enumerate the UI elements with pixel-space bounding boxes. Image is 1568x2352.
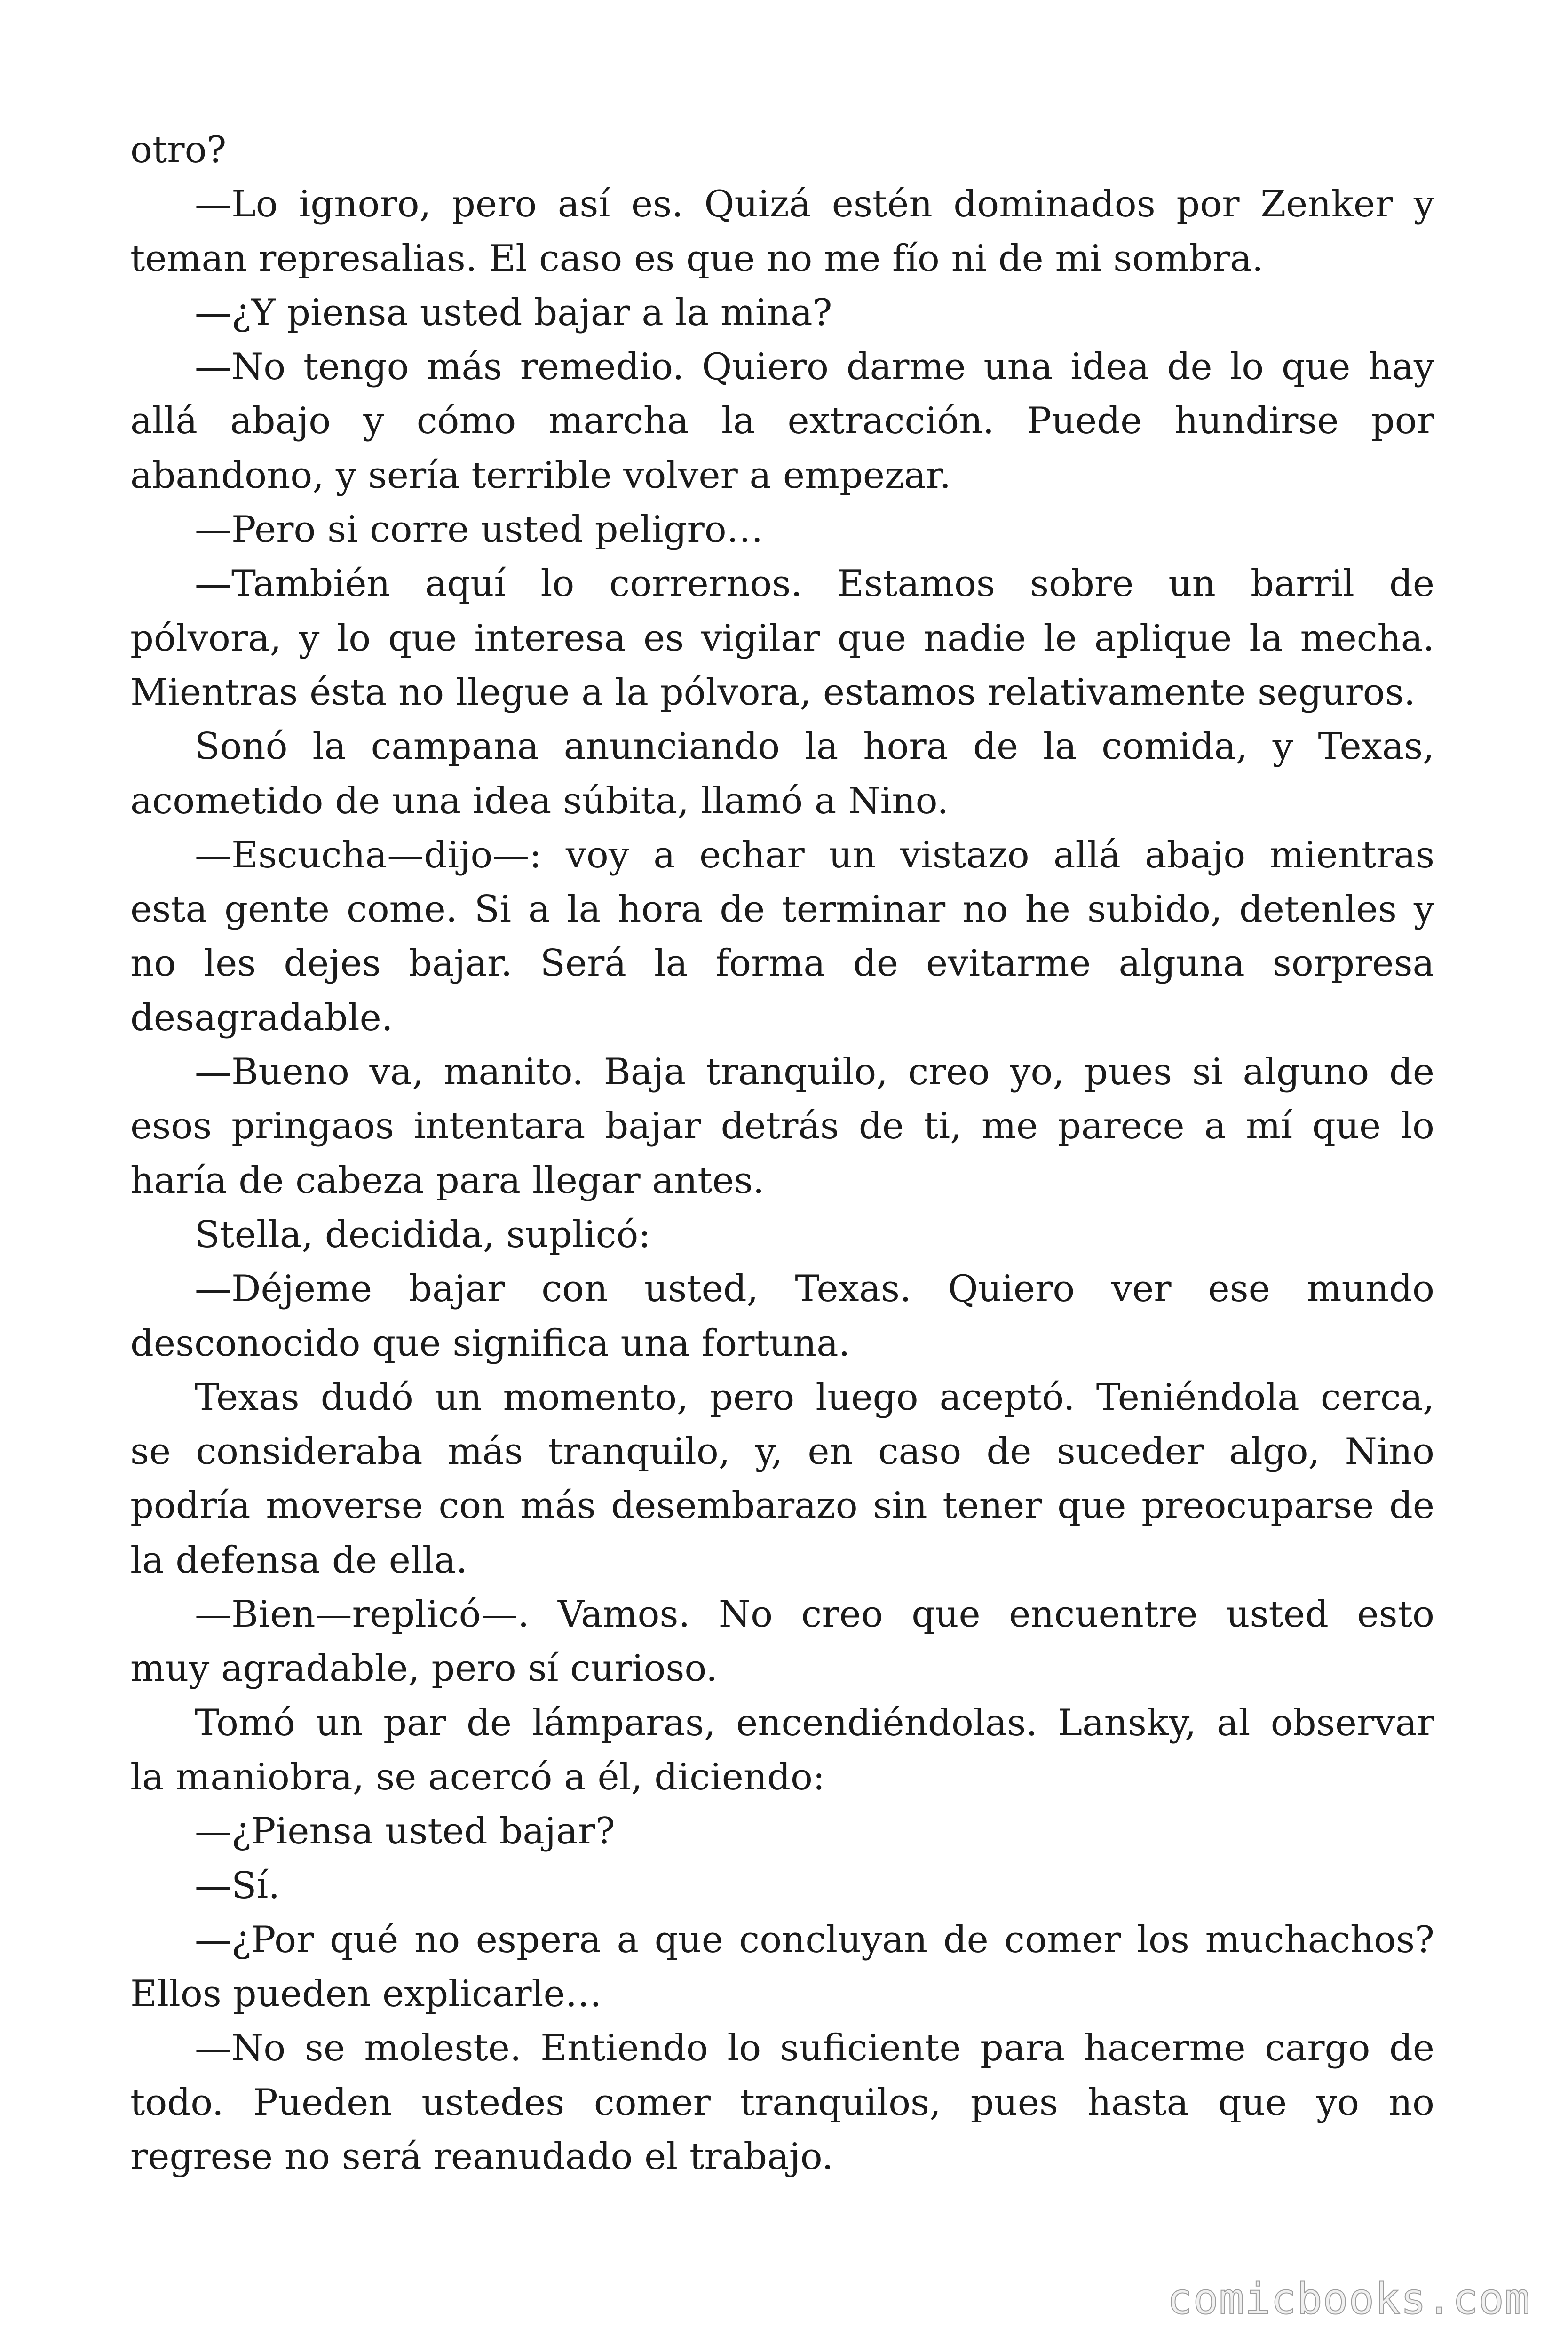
paragraph <box>130 1371 1434 1588</box>
text-line: —¿Por qué no espera a que concluyan de comer los muchachos? <box>195 1918 1434 1961</box>
text-line: podría moverse con más desembarazo sin tener que preocuparse de <box>130 1485 1434 1527</box>
paragraph <box>130 286 1434 340</box>
paragraph <box>130 1696 1434 1805</box>
text-line: —Sí. <box>195 1864 280 1907</box>
paragraph <box>130 828 1434 1045</box>
text-line: haría de cabeza para llegar antes. <box>130 1159 765 1202</box>
text-line: no les dejes bajar. Será la forma de evitarme alguna sorpresa <box>130 942 1434 985</box>
text-line: Mientras ésta no llegue a la pólvora, estamos relativamente seguros. <box>130 671 1416 714</box>
text-line: —También aquí lo corrernos. Estamos sobre un barril de <box>195 563 1434 605</box>
watermark: comicbooks.com <box>1167 2274 1530 2324</box>
text-line: Tomó un par de lámparas, encendiéndolas. Lansky, al observar <box>195 1701 1434 1744</box>
text-line: Stella, decidida, suplicó: <box>195 1213 651 1256</box>
body-text <box>130 123 1434 2184</box>
text-line: allá abajo y cómo marcha la extracción. Puede hundirse por <box>130 400 1434 443</box>
paragraph <box>130 1588 1434 1696</box>
text-line: esta gente come. Si a la hora de terminar no he subido, detenles y <box>130 888 1434 931</box>
text-line: regrese no será reanudado el trabajo. <box>130 2135 834 2178</box>
paragraph <box>130 503 1434 557</box>
paragraph <box>130 1913 1434 2022</box>
text-line: acometido de una idea súbita, llamó a Nino. <box>130 779 949 822</box>
text-line: —No tengo más remedio. Quiero darme una idea de lo que hay <box>195 346 1434 389</box>
paragraph <box>130 1208 1434 1262</box>
text-line: se consideraba más tranquilo, y, en caso de suceder algo, Nino <box>130 1430 1434 1473</box>
text-line: —Déjeme bajar con usted, Texas. Quiero ver ese mundo <box>195 1268 1434 1311</box>
text-line: la maniobra, se acercó a él, diciendo: <box>130 1756 825 1798</box>
paragraph <box>130 177 1434 286</box>
paragraph <box>130 340 1434 503</box>
paragraph <box>130 123 1434 177</box>
paragraph <box>130 557 1434 720</box>
paragraph <box>130 1804 1434 1859</box>
text-line: —¿Piensa usted bajar? <box>195 1810 615 1853</box>
paragraph <box>130 1859 1434 1913</box>
text-line: esos pringaos intentara bajar detrás de ti, me parece a mí que lo <box>130 1105 1434 1148</box>
text-line: Sonó la campana anunciando la hora de la comida, y Texas, <box>195 725 1434 768</box>
paragraph <box>130 1045 1434 1208</box>
text-line: desagradable. <box>130 996 393 1039</box>
text-line: abandono, y sería terrible volver a empezar. <box>130 454 951 497</box>
paragraph <box>130 1262 1434 1371</box>
text-line: teman represalias. El caso es que no me fío ni de mi sombra. <box>130 237 1264 280</box>
text-line: —No se moleste. Entiendo lo suficiente para hacerme cargo de <box>195 2027 1434 2070</box>
text-line: pólvora, y lo que interesa es vigilar que nadie le aplique la mecha. <box>130 617 1434 660</box>
text-line: otro? <box>130 129 227 171</box>
text-line: desconocido que significa una fortuna. <box>130 1322 850 1365</box>
text-line: Ellos pueden explicarle… <box>130 1973 602 2016</box>
text-line: —Lo ignoro, pero así es. Quizá estén dominados por Zenker y <box>195 183 1434 226</box>
text-line: muy agradable, pero sí curioso. <box>130 1647 718 1690</box>
text-line: —Bien—replicó—. Vamos. No creo que encuentre usted esto <box>195 1593 1434 1636</box>
text-line: todo. Pueden ustedes comer tranquilos, pues hasta que yo no <box>130 2081 1434 2124</box>
text-line: —Escucha—dijo—: voy a echar un vistazo allá abajo mientras <box>195 834 1434 876</box>
paragraph <box>130 2021 1434 2184</box>
text-line: Texas dudó un momento, pero luego aceptó. Teniéndola cerca, <box>195 1376 1434 1419</box>
text-line: —Pero si corre usted peligro… <box>195 509 763 551</box>
paragraph <box>130 720 1434 828</box>
text-line: la defensa de ella. <box>130 1539 468 1581</box>
text-line: —Bueno va, manito. Baja tranquilo, creo yo, pues si alguno de <box>195 1051 1434 1094</box>
text-line: —¿Y piensa usted bajar a la mina? <box>195 291 832 334</box>
